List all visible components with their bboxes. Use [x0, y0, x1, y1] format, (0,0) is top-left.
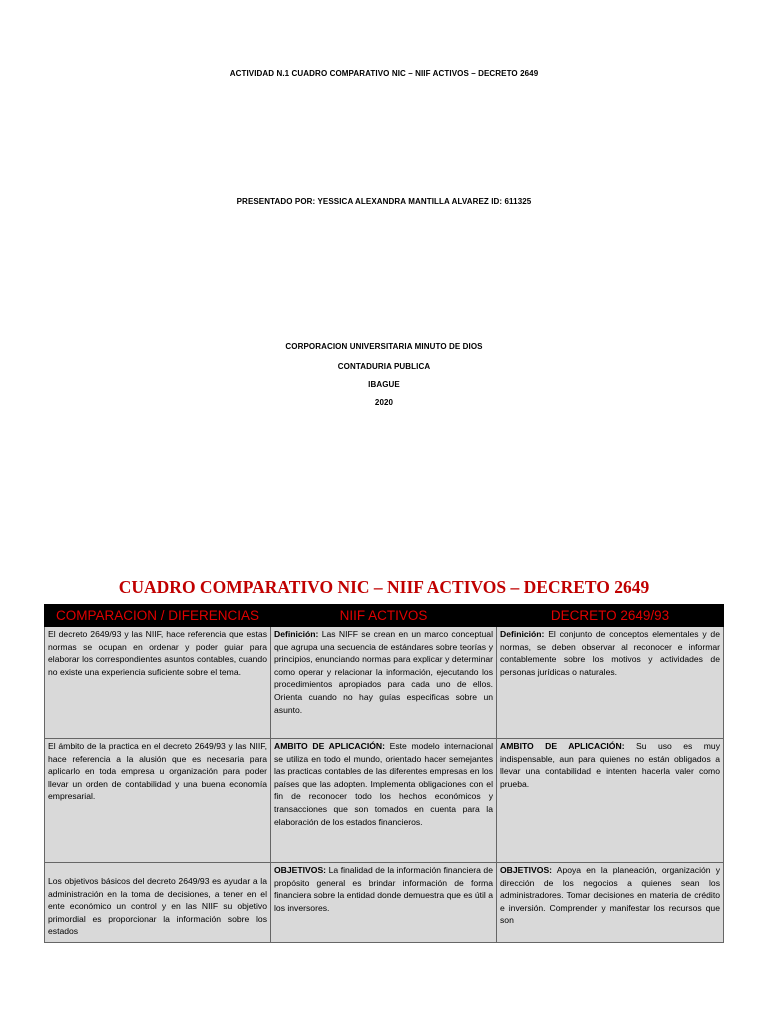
comparison-text: El decreto 2649/93 y las NIIF, hace referencia que estas normas se ocupan en ordenar y poder guiar para elaborar los correspondientes asuntos contables, cuando no existe una experiencia suficiente sobre el tema.	[48, 629, 267, 677]
decree-text: El conjunto de conceptos elementales y de normas, se deben observar al reconocer e informar contablemente sobre los motivos y actividades de personas jurídicas o naturales.	[500, 629, 720, 677]
niif-label: AMBITO DE APLICACIÓN:	[274, 741, 385, 751]
city-name: IBAGUE	[368, 380, 400, 389]
table-row	[45, 739, 724, 863]
table-row	[45, 627, 724, 739]
niif-text: Las NIFF se crean en un marco conceptual que agrupa una secuencia de estándares sobre teorías y principios, enunciando normas para explicar y determinar como operar y relacionar la información, ejecutando los procedimientos apropiados para cada uno de ellos. Orienta cuando no hay guías especificas sobre un asunto.	[274, 629, 493, 715]
niif-cell	[271, 627, 497, 739]
university-name: CORPORACION UNIVERSITARIA MINUTO DE DIOS	[285, 342, 483, 351]
comparison-text: El ámbito de la practica en el decreto 2649/93 y las NIIF, hace referencia a la alusión que es necesaria para aplicarlo en toda empresa u organización para poder llevar un orden de contabilidad y una buena economía empresarial.	[48, 741, 267, 802]
decree-cell	[497, 739, 724, 863]
activity-title: ACTIVIDAD N.1 CUADRO COMPARATIVO NIC – NIIF ACTIVOS – DECRETO 2649	[229, 69, 539, 78]
header-decree: DECRETO 2649/93	[497, 605, 724, 627]
comparison-cell	[45, 627, 271, 739]
header-comparison: COMPARACION / DIFERENCIAS	[45, 605, 271, 627]
niif-cell	[271, 863, 497, 943]
comparison-cell	[45, 863, 271, 943]
decree-label: AMBITO DE APLICACIÓN:	[500, 741, 625, 751]
decree-cell	[497, 863, 724, 943]
decree-label: OBJETIVOS:	[500, 865, 553, 875]
year: 2020	[374, 398, 394, 407]
program-name: CONTADURIA PUBLICA	[337, 362, 431, 371]
niif-label: Definición:	[274, 629, 319, 639]
niif-cell	[271, 739, 497, 863]
decree-text: Apoya en la planeación, organización y dirección de los negocios a quienes sean los administradores. Tomar decisiones en materia de crédito e inversión. Comprender y manifestar los recursos que son	[500, 865, 720, 926]
niif-text: Este modelo internacional se utiliza en todo el mundo, orientado hacer semejantes las practicas contables de las diferentes empresas en los países que las adopten. Implementa obligaciones con el fin de reconocer todo los hechos económicos y transacciones que son tomados en cuenta para la elaboración de los estados financieros.	[274, 741, 493, 827]
decree-text: Su uso es muy indispensable, aun para quienes no están obligados a llevar una contabilidad e intenten hacerla valer como prueba.	[500, 741, 721, 789]
comparison-text: Los objetivos básicos del decreto 2649/93 es ayudar a la administración en la toma de decisiones, a tener en el ente económico un control y en las NIIF su objetivo primordial es proporcionar la información sobre los estados	[48, 876, 267, 937]
decree-cell	[497, 627, 724, 739]
niif-text: La finalidad de la información financiera de propósito general es brindar información de forma financiera sobre la entidad donde demuestra que es útil a los inversores.	[274, 865, 493, 913]
comparison-table	[44, 604, 724, 943]
document-title: CUADRO COMPARATIVO NIC – NIIF ACTIVOS – DECRETO 2649	[118, 577, 650, 597]
decree-label: Definición:	[500, 629, 545, 639]
niif-label: OBJETIVOS:	[274, 865, 327, 875]
header-niif: NIIF ACTIVOS	[271, 605, 497, 627]
comparison-cell	[45, 739, 271, 863]
table-header-row	[45, 605, 724, 627]
presented-by: PRESENTADO POR: YESSICA ALEXANDRA MANTILLA ALVAREZ ID: 611325	[236, 197, 532, 206]
table-row	[45, 863, 724, 943]
